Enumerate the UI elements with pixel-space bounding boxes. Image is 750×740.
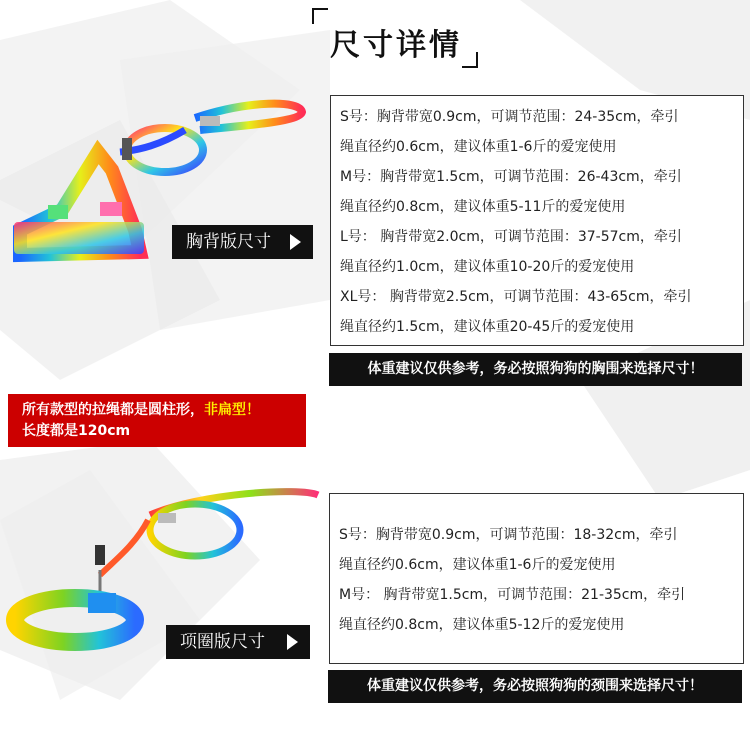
rope-note-highlight: 非扁型！ <box>204 402 260 418</box>
rope-note-banner <box>8 394 306 447</box>
title-corner-top-left <box>312 8 328 24</box>
collar-spec-box <box>329 493 744 664</box>
spec-line: 绳直径约1.5cm，建议体重20-45斤的爱宠使用 <box>340 319 635 335</box>
spec-line: M号：胸背带宽1.5cm，可调节范围：26-43cm，牵引 <box>340 169 682 185</box>
play-arrow-icon <box>287 634 298 650</box>
spec-line: 绳直径约0.6cm，建议体重1-6斤的爱宠使用 <box>340 139 617 155</box>
spec-line: XL号： 胸背带宽2.5cm，可调节范围：43-65cm，牵引 <box>340 289 692 305</box>
spec-line: 绳直径约0.8cm，建议体重5-11斤的爱宠使用 <box>340 199 626 215</box>
spec-line: 绳直径约1.0cm，建议体重10-20斤的爱宠使用 <box>340 259 635 275</box>
rope-note-line2: 长度都是120cm <box>22 423 131 439</box>
harness-notice-bar: 体重建议仅供参考，务必按照狗狗的胸围来选择尺寸！ <box>329 353 742 386</box>
harness-spec-box <box>330 95 744 346</box>
spec-line: L号： 胸背带宽2.0cm，可调节范围：37-57cm，牵引 <box>340 229 682 245</box>
spec-line: S号：胸背带宽0.9cm，可调节范围：18-32cm，牵引 <box>339 527 678 543</box>
play-arrow-icon <box>290 234 301 250</box>
spec-line: 绳直径约0.8cm，建议体重5-12斤的爱宠使用 <box>339 617 625 633</box>
harness-size-label <box>172 225 313 259</box>
collar-notice-bar: 体重建议仅供参考，务必按照狗狗的颈围来选择尺寸！ <box>328 670 742 703</box>
rope-note-line1 <box>22 400 306 421</box>
title-corner-bottom-right <box>462 52 478 68</box>
collar-size-label <box>166 625 310 659</box>
spec-line: S号：胸背带宽0.9cm，可调节范围：24-35cm，牵引 <box>340 109 679 125</box>
rope-note-text: 所有款型的拉绳都是圆柱形， <box>22 402 204 418</box>
spec-line: 绳直径约0.6cm，建议体重1-6斤的爱宠使用 <box>339 557 616 573</box>
spec-line: M号： 胸背带宽1.5cm，可调节范围：21-35cm，牵引 <box>339 587 686 603</box>
page-title: 尺寸详情 <box>330 28 462 63</box>
harness-size-label-text: 胸背版尺寸 <box>186 232 271 252</box>
collar-size-label-text: 项圈版尺寸 <box>180 632 265 652</box>
